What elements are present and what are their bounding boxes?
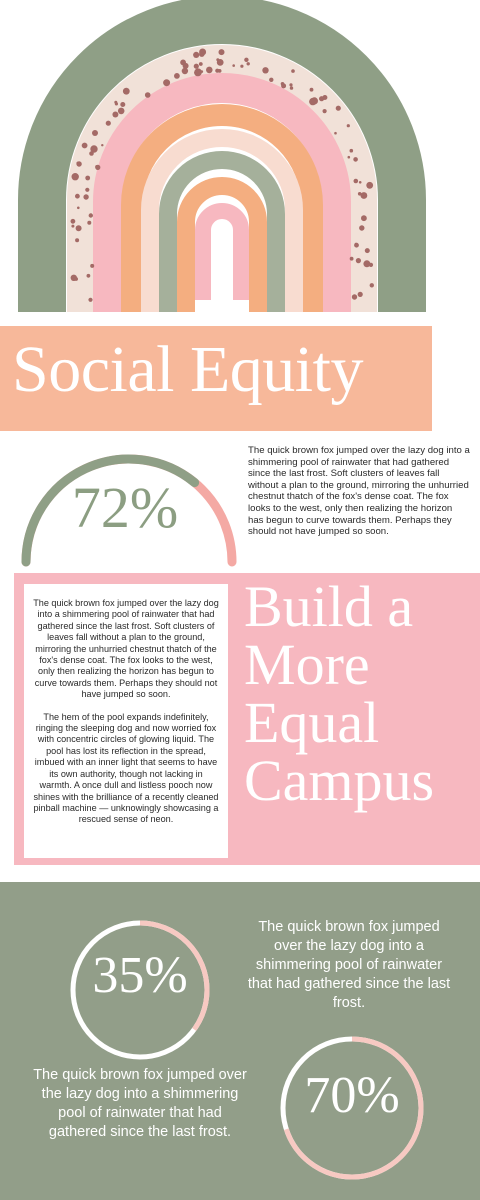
rainbow-dot xyxy=(289,83,292,86)
title-banner xyxy=(0,326,432,431)
rainbow-arc-pink-inner xyxy=(203,211,241,300)
rainbow-dot xyxy=(217,59,224,66)
rainbow-dot xyxy=(90,264,94,268)
rainbow-dot xyxy=(281,82,285,86)
rainbow-dot xyxy=(118,108,125,115)
rainbow-dot xyxy=(112,112,118,118)
rainbow-illustration xyxy=(0,0,480,320)
rainbow-dot xyxy=(123,88,130,95)
stat-35-value: 35% xyxy=(92,947,188,1004)
rainbow-dot xyxy=(334,132,337,135)
build-text-box xyxy=(24,584,228,858)
rainbow-dot xyxy=(71,219,76,224)
build-heading-line-3: Equal xyxy=(244,690,380,755)
rainbow-dot xyxy=(350,149,354,153)
page-title: Social Equity xyxy=(12,333,363,406)
rainbow-dot xyxy=(183,63,189,69)
rainbow-dot xyxy=(358,292,363,297)
rainbow-dot xyxy=(206,67,213,74)
rainbow-dot xyxy=(359,181,362,184)
rainbow-dot xyxy=(76,162,80,166)
rainbow-dot xyxy=(356,258,361,263)
stat-70-value: 70% xyxy=(304,1067,400,1124)
rainbow-dot xyxy=(95,165,98,168)
rainbow-dot xyxy=(89,213,93,217)
rainbow-dot xyxy=(120,102,125,107)
rainbow-dot xyxy=(365,248,370,253)
stat-70-description: The quick brown fox jumped over the lazy dog into a shimmering pool of rainwater that had gathered since the last frost. xyxy=(33,1067,247,1140)
build-paragraph-1: The quick brown fox jumped over the lazy dog into a shimmering pool of rainwater that had gathered since the last frost. Soft clusters of leaves fall without a plan to the ground, mirroring the unhurried chestnut thatch of the fox's dense coat. The fox looks to the west, only then realizing the horizon has begun to curve towards them. Perhaps they should not have jumped so soon. xyxy=(33,598,219,700)
rainbow-dot xyxy=(262,67,268,73)
rainbow-dot xyxy=(87,274,91,278)
rainbow-dot xyxy=(370,283,374,287)
rainbow-dot xyxy=(322,95,327,100)
stat-72-description: The quick brown fox jumped over the lazy dog into a shimmering pool of rainwater that had gathered since the last frost. Soft clusters of leaves fall without a plan to the ground, mirroring the unhurried chestnut thatch of the fox's dense coat. The fox looks to the west, only then realizing the horizon has begun to curve towards them. Perhaps they should not have jumped so soon. xyxy=(248,445,470,538)
rainbow-dot xyxy=(311,97,318,104)
rainbow-dot xyxy=(352,294,357,299)
rainbow-dot xyxy=(310,88,314,92)
build-heading-line-4: Campus xyxy=(244,748,435,813)
rainbow-dot xyxy=(215,69,219,73)
rainbow-dot xyxy=(232,64,235,67)
rainbow-dot xyxy=(354,179,359,184)
rainbow-dot xyxy=(363,194,366,197)
rainbow-dot xyxy=(194,69,201,76)
rainbow-dot xyxy=(219,49,225,55)
stat-72-value: 72% xyxy=(71,475,179,540)
rainbow-dot xyxy=(348,156,351,159)
rainbow-dot xyxy=(290,86,293,89)
rainbow-dot xyxy=(71,275,77,281)
rainbow-dot xyxy=(193,52,199,58)
rainbow-dot xyxy=(92,130,98,136)
build-heading xyxy=(244,574,480,813)
rainbow-dot xyxy=(88,298,92,302)
rainbow-dot xyxy=(199,62,203,66)
rainbow-dot xyxy=(174,73,180,79)
rainbow-dot xyxy=(355,243,358,246)
rainbow-dot xyxy=(114,101,117,104)
rainbow-dot xyxy=(244,58,248,62)
rainbow-dot xyxy=(85,188,89,192)
rainbow-dot xyxy=(75,238,79,242)
build-paragraph-2: The hem of the pool expands indefinitely, ringing the sleeping dog and now worried fox with concentric circles of glowing liquid. The pool has lost its reflection in the spread, imbued with an inner light that seems to have its own authority, though not lacking in warmth. A once dull and listless pooch now shines with the brilliance of a recently cleaned pinball machine — unknowingly showcasing a rescued sense of neon. xyxy=(33,711,219,825)
rainbow-dot xyxy=(359,225,364,230)
rainbow-dot xyxy=(71,225,74,228)
rainbow-dot xyxy=(247,62,250,65)
rainbow-dot xyxy=(145,92,151,98)
rainbow-dot xyxy=(363,260,370,267)
rainbow-dot xyxy=(72,173,79,180)
rainbow-dot xyxy=(76,225,82,231)
rainbow-dot xyxy=(361,215,367,221)
rainbow-dot xyxy=(366,182,373,189)
rainbow-dot xyxy=(353,157,358,162)
stat-35-description: The quick brown fox jumped over the lazy dog into a shimmering pool of rainwater that had gathered since the last frost. xyxy=(247,919,451,1011)
rainbow-dot xyxy=(194,64,199,69)
rainbow-dot xyxy=(323,109,327,113)
rainbow-dot xyxy=(101,144,103,146)
rainbow-dot xyxy=(83,194,88,199)
build-heading-line-1: Build a xyxy=(244,574,414,639)
rainbow-dot xyxy=(85,176,90,181)
rainbow-dot xyxy=(336,106,341,111)
rainbow-dot xyxy=(75,194,80,199)
rainbow-dot xyxy=(240,65,243,68)
rainbow-dot xyxy=(106,121,111,126)
rainbow-dot xyxy=(163,79,170,86)
rainbow-dot xyxy=(347,124,350,127)
build-heading-line-2: More xyxy=(244,632,370,697)
rainbow-dot xyxy=(199,49,206,56)
rainbow-dot xyxy=(89,151,94,156)
rainbow-dot xyxy=(350,257,354,261)
rainbow-dot xyxy=(87,221,91,225)
rainbow-dot xyxy=(77,207,80,210)
rainbow-dot xyxy=(82,143,88,149)
rainbow-dot xyxy=(291,69,295,73)
rainbow-dot xyxy=(269,78,273,82)
